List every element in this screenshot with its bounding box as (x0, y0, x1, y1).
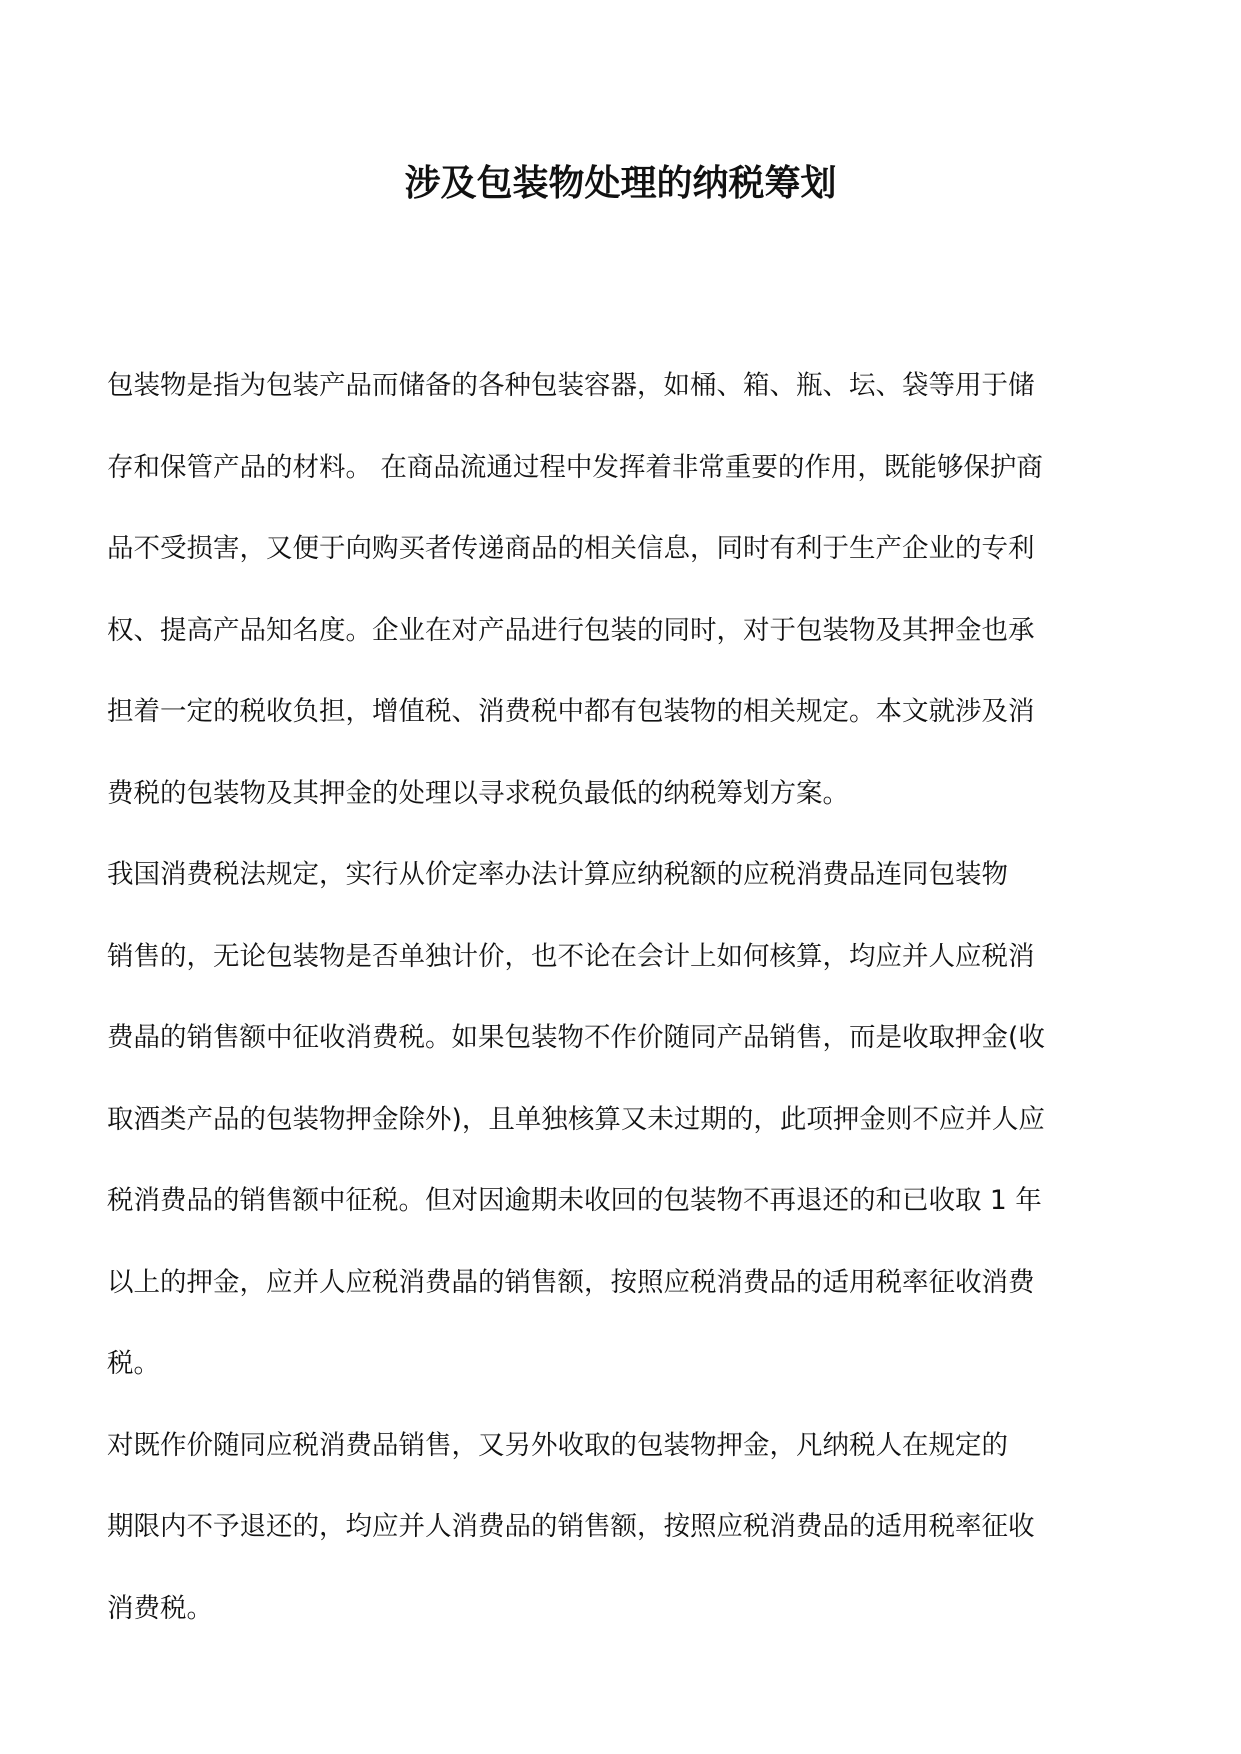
paragraph-line: 对既作价随同应税消费品销售，又另外收取的包装物押金，凡纳税人在规定的 (107, 1429, 1008, 1461)
paragraph-line: 担着一定的税收负担，增值税、消费税中都有包装物的相关规定。本文就涉及消 (107, 696, 1035, 727)
paragraph-line: 取酒类产品的包装物押金除外)，且单独核算又未过期的，此项押金则不应并人应 (107, 1103, 1045, 1135)
paragraph-line: 费税的包装物及其押金的处理以寻求税负最低的纳税筹划方案。 (107, 777, 849, 809)
document-title: 涉及包装物处理的纳税筹划 (404, 162, 837, 204)
paragraph-1 (107, 345, 1137, 834)
paragraph-line: 以上的押金，应并人应税消费晶的销售额，按照应税消费品的适用税率征收消费 (107, 1266, 1035, 1298)
paragraph-line: 消费税。 (107, 1592, 213, 1624)
paragraph-2 (107, 834, 1137, 1405)
document-body (107, 345, 1137, 1649)
paragraph-3 (107, 1405, 1137, 1650)
paragraph-line: 包装物是指为包装产品而储备的各种包装容器，如桶、箱、瓶、坛、袋等用于储 (107, 370, 1035, 401)
paragraph-line: 品不受损害，又便于向购买者传递商品的相关信息，同时有利于生产企业的专利 (107, 533, 1035, 564)
paragraph-line: 销售的，无论包装物是否单独计价，也不论在会计上如何核算，均应并人应税消 (107, 940, 1035, 972)
paragraph-line: 费晶的销售额中征收消费税。如果包装物不作价随同产品销售，而是收取押金(收 (107, 1022, 1045, 1053)
paragraph-line: 我国消费税法规定，实行从价定率办法计算应纳税额的应税消费品连同包装物 (107, 859, 1008, 890)
paragraph-line: 存和保管产品的材料。 在商品流通过程中发挥着非常重要的作用，既能够保护商 (107, 451, 1043, 483)
paragraph-line: 税。 (107, 1348, 160, 1379)
paragraph-line: 税消费品的销售额中征税。但对因逾期未收回的包装物不再退还的和已收取 1 年 (107, 1185, 1042, 1216)
paragraph-line: 权、提高产品知名度。企业在对产品进行包装的同时，对于包装物及其押金也承 (107, 614, 1035, 646)
paragraph-line: 期限内不予退还的，均应并人消费品的销售额，按照应税消费品的适用税率征收 (107, 1511, 1035, 1542)
